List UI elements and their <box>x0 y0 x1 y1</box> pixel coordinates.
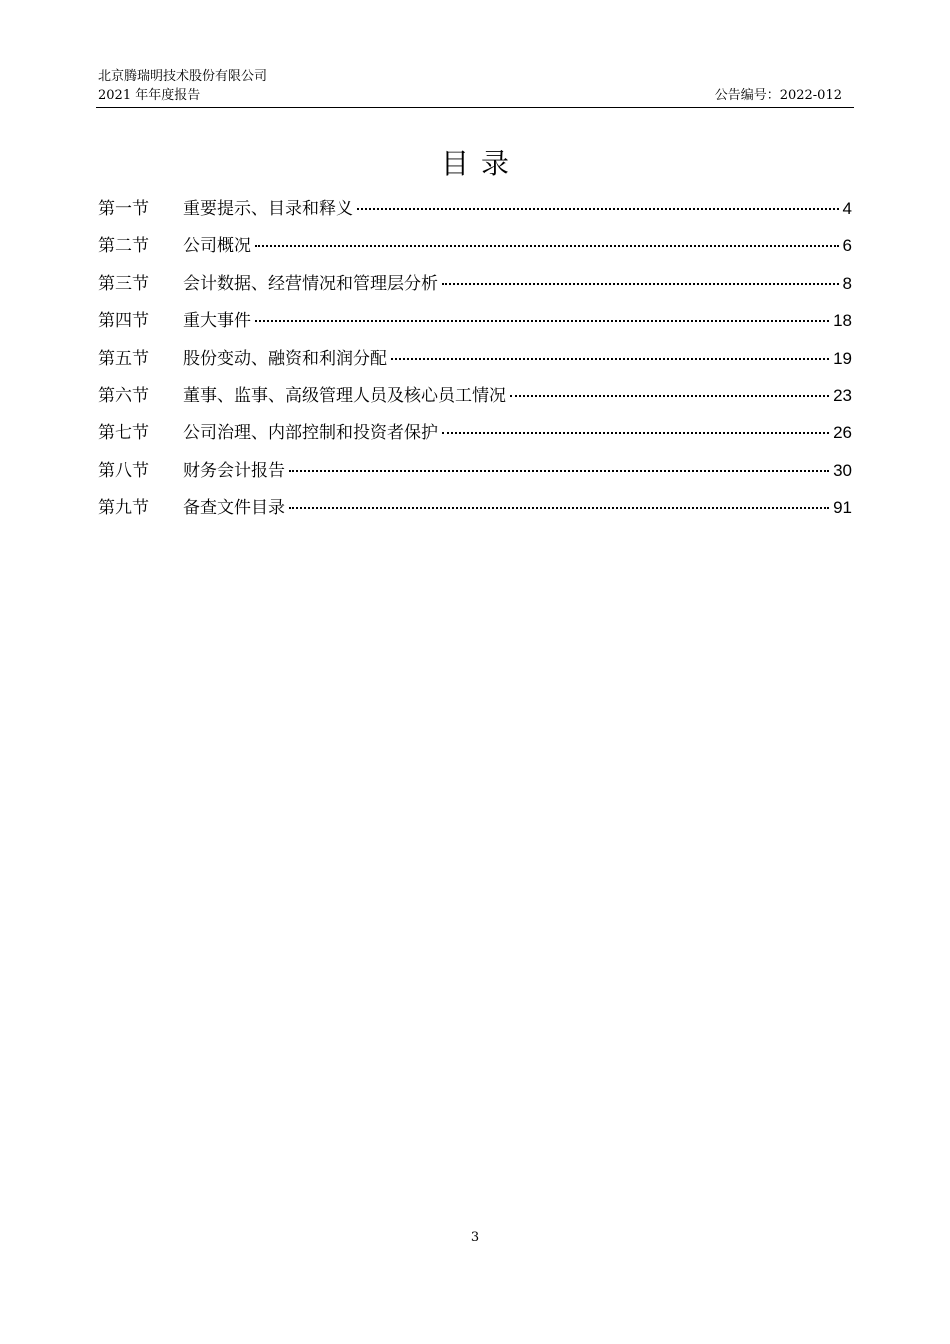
toc-name: 公司治理、内部控制和投资者保护 <box>183 423 438 444</box>
toc-section: 第七节 <box>98 423 149 444</box>
toc-leader <box>289 470 829 472</box>
toc-row[interactable] <box>98 420 852 457</box>
toc-name: 备查文件目录 <box>183 498 285 519</box>
toc-page: 8 <box>842 273 852 293</box>
toc-row[interactable] <box>98 271 852 308</box>
toc-page: 18 <box>833 311 852 331</box>
toc-section: 第二节 <box>98 236 149 257</box>
toc-page: 30 <box>833 460 852 480</box>
page-header <box>96 66 854 108</box>
toc-name: 会计数据、经营情况和管理层分析 <box>183 273 438 294</box>
toc-name: 公司概况 <box>183 236 251 257</box>
toc-leader <box>255 320 829 322</box>
toc-name: 股份变动、融资和利润分配 <box>183 348 387 369</box>
toc-section: 第一节 <box>98 199 149 219</box>
toc-leader <box>442 432 829 434</box>
toc-section: 第五节 <box>98 348 149 369</box>
toc-page: 91 <box>833 498 852 518</box>
toc-leader <box>510 395 829 397</box>
toc-name: 财务会计报告 <box>183 460 285 481</box>
toc-section: 第四节 <box>98 311 149 332</box>
document-number: 公告编号：2022-012 <box>714 88 842 103</box>
page-title: 目录 <box>440 147 521 180</box>
toc-page: 6 <box>842 236 852 256</box>
toc-leader <box>357 208 839 210</box>
toc-name: 董事、监事、高级管理人员及核心员工情况 <box>183 385 506 406</box>
toc-page: 26 <box>833 423 852 443</box>
toc-section: 第三节 <box>98 273 149 294</box>
toc-name: 重要提示、目录和释义 <box>183 199 353 219</box>
table-of-contents <box>98 196 852 533</box>
toc-row[interactable] <box>98 233 852 270</box>
toc-section: 第九节 <box>98 498 149 519</box>
toc-row[interactable] <box>98 308 852 345</box>
toc-page: 19 <box>833 348 852 368</box>
toc-leader <box>442 283 839 285</box>
report-title: 2021 年年度报告 <box>98 88 201 103</box>
toc-section: 第六节 <box>98 385 149 406</box>
toc-leader <box>289 507 829 509</box>
toc-row[interactable] <box>98 458 852 495</box>
toc-section: 第八节 <box>98 460 149 481</box>
toc-row[interactable] <box>98 346 852 383</box>
toc-page: 23 <box>833 385 852 405</box>
page-number: 3 <box>470 1230 480 1245</box>
toc-row[interactable] <box>98 383 852 420</box>
toc-leader <box>255 245 839 247</box>
toc-leader <box>391 358 829 360</box>
company-name: 北京腾瑞明技术股份有限公司 <box>98 69 268 84</box>
toc-name: 重大事件 <box>183 311 251 332</box>
toc-row[interactable] <box>98 196 852 233</box>
toc-page: 4 <box>842 199 852 218</box>
toc-row[interactable] <box>98 495 852 532</box>
